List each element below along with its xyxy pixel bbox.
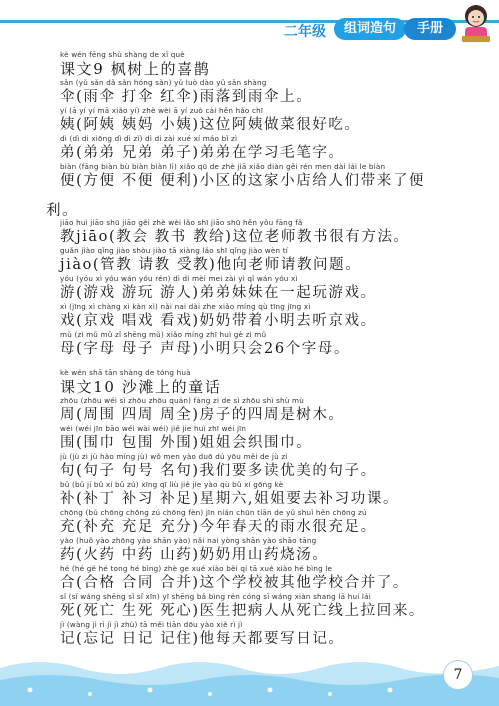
hanzi-line: 课文9 枫树上的喜鹊 xyxy=(60,60,211,78)
hanzi-line: 弟(弟弟 兄弟 弟子)弟弟在学习毛笔字。 xyxy=(60,145,345,161)
word-entry xyxy=(60,274,377,302)
header-banner xyxy=(0,0,499,46)
section-badge: 组词造句 xyxy=(334,18,406,40)
hanzi-line: 死(死亡 生死 死心)医生把病人从死亡线上拉回来。 xyxy=(60,603,426,619)
pinyin-line: dì (dì di xiōng dì dì zǐ) dì di zài xué xí máo bǐ zì xyxy=(60,134,238,143)
girl-mascot-icon xyxy=(456,2,496,44)
pinyin-line: jù (jù zi jù hào míng jù) wǒ men yào duō dú yōu měi de jù zi xyxy=(60,452,288,461)
pinyin-line: jiāo huì jiāo shū jiāo gěi zhè wèi lǎo shī jiāo shū hěn yǒu fāng fǎ xyxy=(60,218,303,227)
hanzi-line: 充(补充 充足 充分)今年春天的雨水很充足。 xyxy=(60,519,377,535)
word-entry xyxy=(46,192,78,220)
hanzi-line: 母(字母 母子 声母)小明只会26个字母。 xyxy=(60,341,351,357)
hanzi-line: 戏(京戏 唱戏 看戏)奶奶带着小明去听京戏。 xyxy=(60,313,377,329)
word-entry xyxy=(60,592,425,620)
pinyin-line: yào (huǒ yào zhōng yào shān yào) nǎi nai yòng shān yào shāo tāng xyxy=(60,536,317,545)
word-entry xyxy=(60,396,345,424)
lesson-title xyxy=(60,50,210,78)
hanzi-line: 游(游戏 游玩 游人)弟弟妹妹在一起玩游戏。 xyxy=(60,285,377,301)
pinyin-line: yí (ā yí yí mā xiǎo yí) zhè wèi ā yí zuò cài hěn hǎo chī xyxy=(60,106,264,115)
handbook-badge: 手册 xyxy=(404,18,456,40)
pinyin-line: zhōu (zhōu wéi sì zhōu zhōu quán) fáng zi de sì zhōu shì shù mù xyxy=(60,396,304,405)
pinyin-line: sǐ (sǐ wáng shēng sǐ sǐ xīn) yī shēng bǎ bìng rén cóng sǐ wáng xiàn shang lā huí lái xyxy=(60,592,371,601)
hanzi-line: jiào(管教 请教 受教)他向老师请教问题。 xyxy=(60,257,362,273)
pinyin-line: sǎn (yǔ sǎn dǎ sǎn hóng sǎn) yǔ luò dào yǔ sǎn shàng xyxy=(60,78,267,87)
hanzi-line: 药(火药 中药 山药)奶奶用山药烧汤。 xyxy=(60,547,329,563)
hanzi-line: 伞(雨伞 打伞 红伞)雨落到雨伞上。 xyxy=(60,89,313,105)
pinyin-line: biàn (fāng biàn bù biàn biàn lì) xiǎo qū de zhè jiā xiǎo diàn gěi rén men dài lái le biàn xyxy=(60,162,386,171)
hanzi-line: 补(补丁 补习 补足)星期六,姐姐要去补习功课。 xyxy=(60,491,400,507)
pinyin-line: kè wén shā tān shàng de tóng huà xyxy=(60,368,191,377)
hanzi-line: 记(忘记 日记 记住)他每天都要写日记。 xyxy=(60,631,345,647)
hanzi-line: 句(句子 句号 名句)我们要多读优美的句子。 xyxy=(60,463,377,479)
word-entry xyxy=(60,302,377,330)
hanzi-line: 姨(阿姨 姨妈 小姨)这位阿姨做菜很好吃。 xyxy=(60,117,361,133)
word-entry xyxy=(60,424,312,452)
hanzi-line: 课文10 沙滩上的童话 xyxy=(60,378,222,396)
word-entry xyxy=(60,246,361,274)
pinyin-line: hé (hé gé hé tong hé bìng) zhè ge xué xiào bèi qí tā xué xiào hé bìng le xyxy=(60,564,333,573)
word-entry xyxy=(60,564,409,592)
pinyin-line: bǔ (bǔ jí bǔ xí bǔ zú) xīng qī liù jiě jie yào qù bǔ xí gōng kè xyxy=(60,480,284,489)
lesson-title xyxy=(60,368,221,396)
hanzi-line: 利。 xyxy=(46,203,79,219)
word-entry xyxy=(60,162,425,190)
pinyin-line: jì (wàng jì rì jì jì zhù) tā měi tiān dōu yào xiě rì jì xyxy=(60,620,243,629)
pinyin-line xyxy=(46,192,78,202)
footer-wave xyxy=(0,646,499,706)
word-entry xyxy=(60,78,312,106)
hanzi-line: 便(方便 不便 便利)小区的这家小店给人们带来了便 xyxy=(60,173,426,189)
grade-label: 二年级 xyxy=(284,24,326,40)
pinyin-line: kè wén fēng shù shàng de xǐ què xyxy=(60,50,185,59)
word-entry xyxy=(60,536,328,564)
word-entry xyxy=(60,134,345,162)
page-number: 7 xyxy=(443,660,473,690)
pinyin-line: chōng (bǔ chōng chōng zú chōng fèn) jīn nián chūn tiān de yǔ shuǐ hěn chōng zú xyxy=(60,508,367,517)
word-entry xyxy=(60,620,345,648)
hanzi-line: 教jiāo(教会 教书 教给)这位老师教书很有方法。 xyxy=(60,229,410,245)
word-entry xyxy=(60,452,377,480)
hanzi-line: 围(围巾 包围 外围)姐姐会织围巾。 xyxy=(60,435,313,451)
word-entry xyxy=(60,330,350,358)
word-entry xyxy=(60,218,410,246)
pinyin-line: xì (jīng xì chàng xì kàn xì) nǎi nai dài zhe xiǎo míng qù tīng jīng xì xyxy=(60,302,311,311)
pinyin-line: guǎn jiào qǐng jiào shòu jiào tā xiàng lǎo shī qǐng jiào wèn tí xyxy=(60,246,288,255)
pinyin-line: yóu (yóu xì yóu wán yóu rén) dì di mèi mei zài yì qǐ wán yóu xì xyxy=(60,274,298,283)
hanzi-line: 周(周围 四周 周全)房子的四周是树木。 xyxy=(60,407,345,423)
pinyin-line: wéi (wéi jīn bāo wéi wài wéi) jiě jie huì zhī wéi jīn xyxy=(60,424,247,433)
word-entry xyxy=(60,480,399,508)
word-entry xyxy=(60,106,361,134)
hanzi-line: 合(合格 合同 合并)这个学校被其他学校合并了。 xyxy=(60,575,409,591)
pinyin-line: mǔ (zì mǔ mǔ zǐ shēng mǔ) xiǎo míng zhī huì gè zì mǔ xyxy=(60,330,267,339)
word-entry xyxy=(60,508,377,536)
